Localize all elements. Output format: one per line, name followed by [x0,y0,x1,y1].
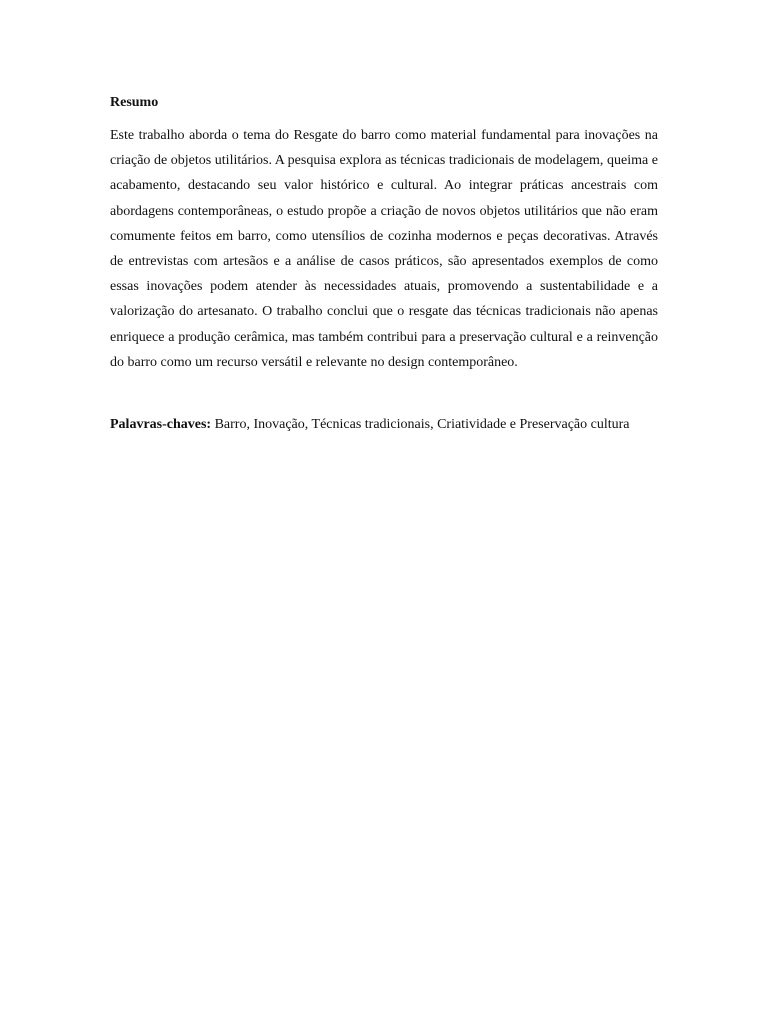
keywords-paragraph [110,412,658,437]
keywords-text: Barro, Inovação, Técnicas tradicionais, Criatividade e Preservação cultura [211,417,630,433]
section-heading: Resumo [110,95,159,110]
page-content [110,90,658,437]
abstract-paragraph: Este trabalho aborda o tema do Resgate do barro como material fundamental para inovações na criação de objetos utilitários. A pesquisa explora as técnicas tradicionais de modelagem, queima e acabamento, destacando seu valor histórico e cultural. Ao integrar práticas ancestrais com abordagens contemporâneas, o estudo propõe a criação de novos objetos utilitários que não eram comumente feitos em barro, como utensílios de cozinha modernos e peças decorativas. Através de entrevistas com artesãos e a análise de casos práticos, são apresentados exemplos de como essas inovações podem atender às necessidades atuais, promovendo a sustentabilidade e a valorização do artesanato. O trabalho conclui que o resgate das técnicas tradicionais não apenas enriquece a produção cerâmica, mas também contribui para a preservação cultural e a reinvenção do barro como um recurso versátil e relevante no design contemporâneo. [110,128,658,370]
keywords-label: Palavras-chaves: [110,417,212,433]
